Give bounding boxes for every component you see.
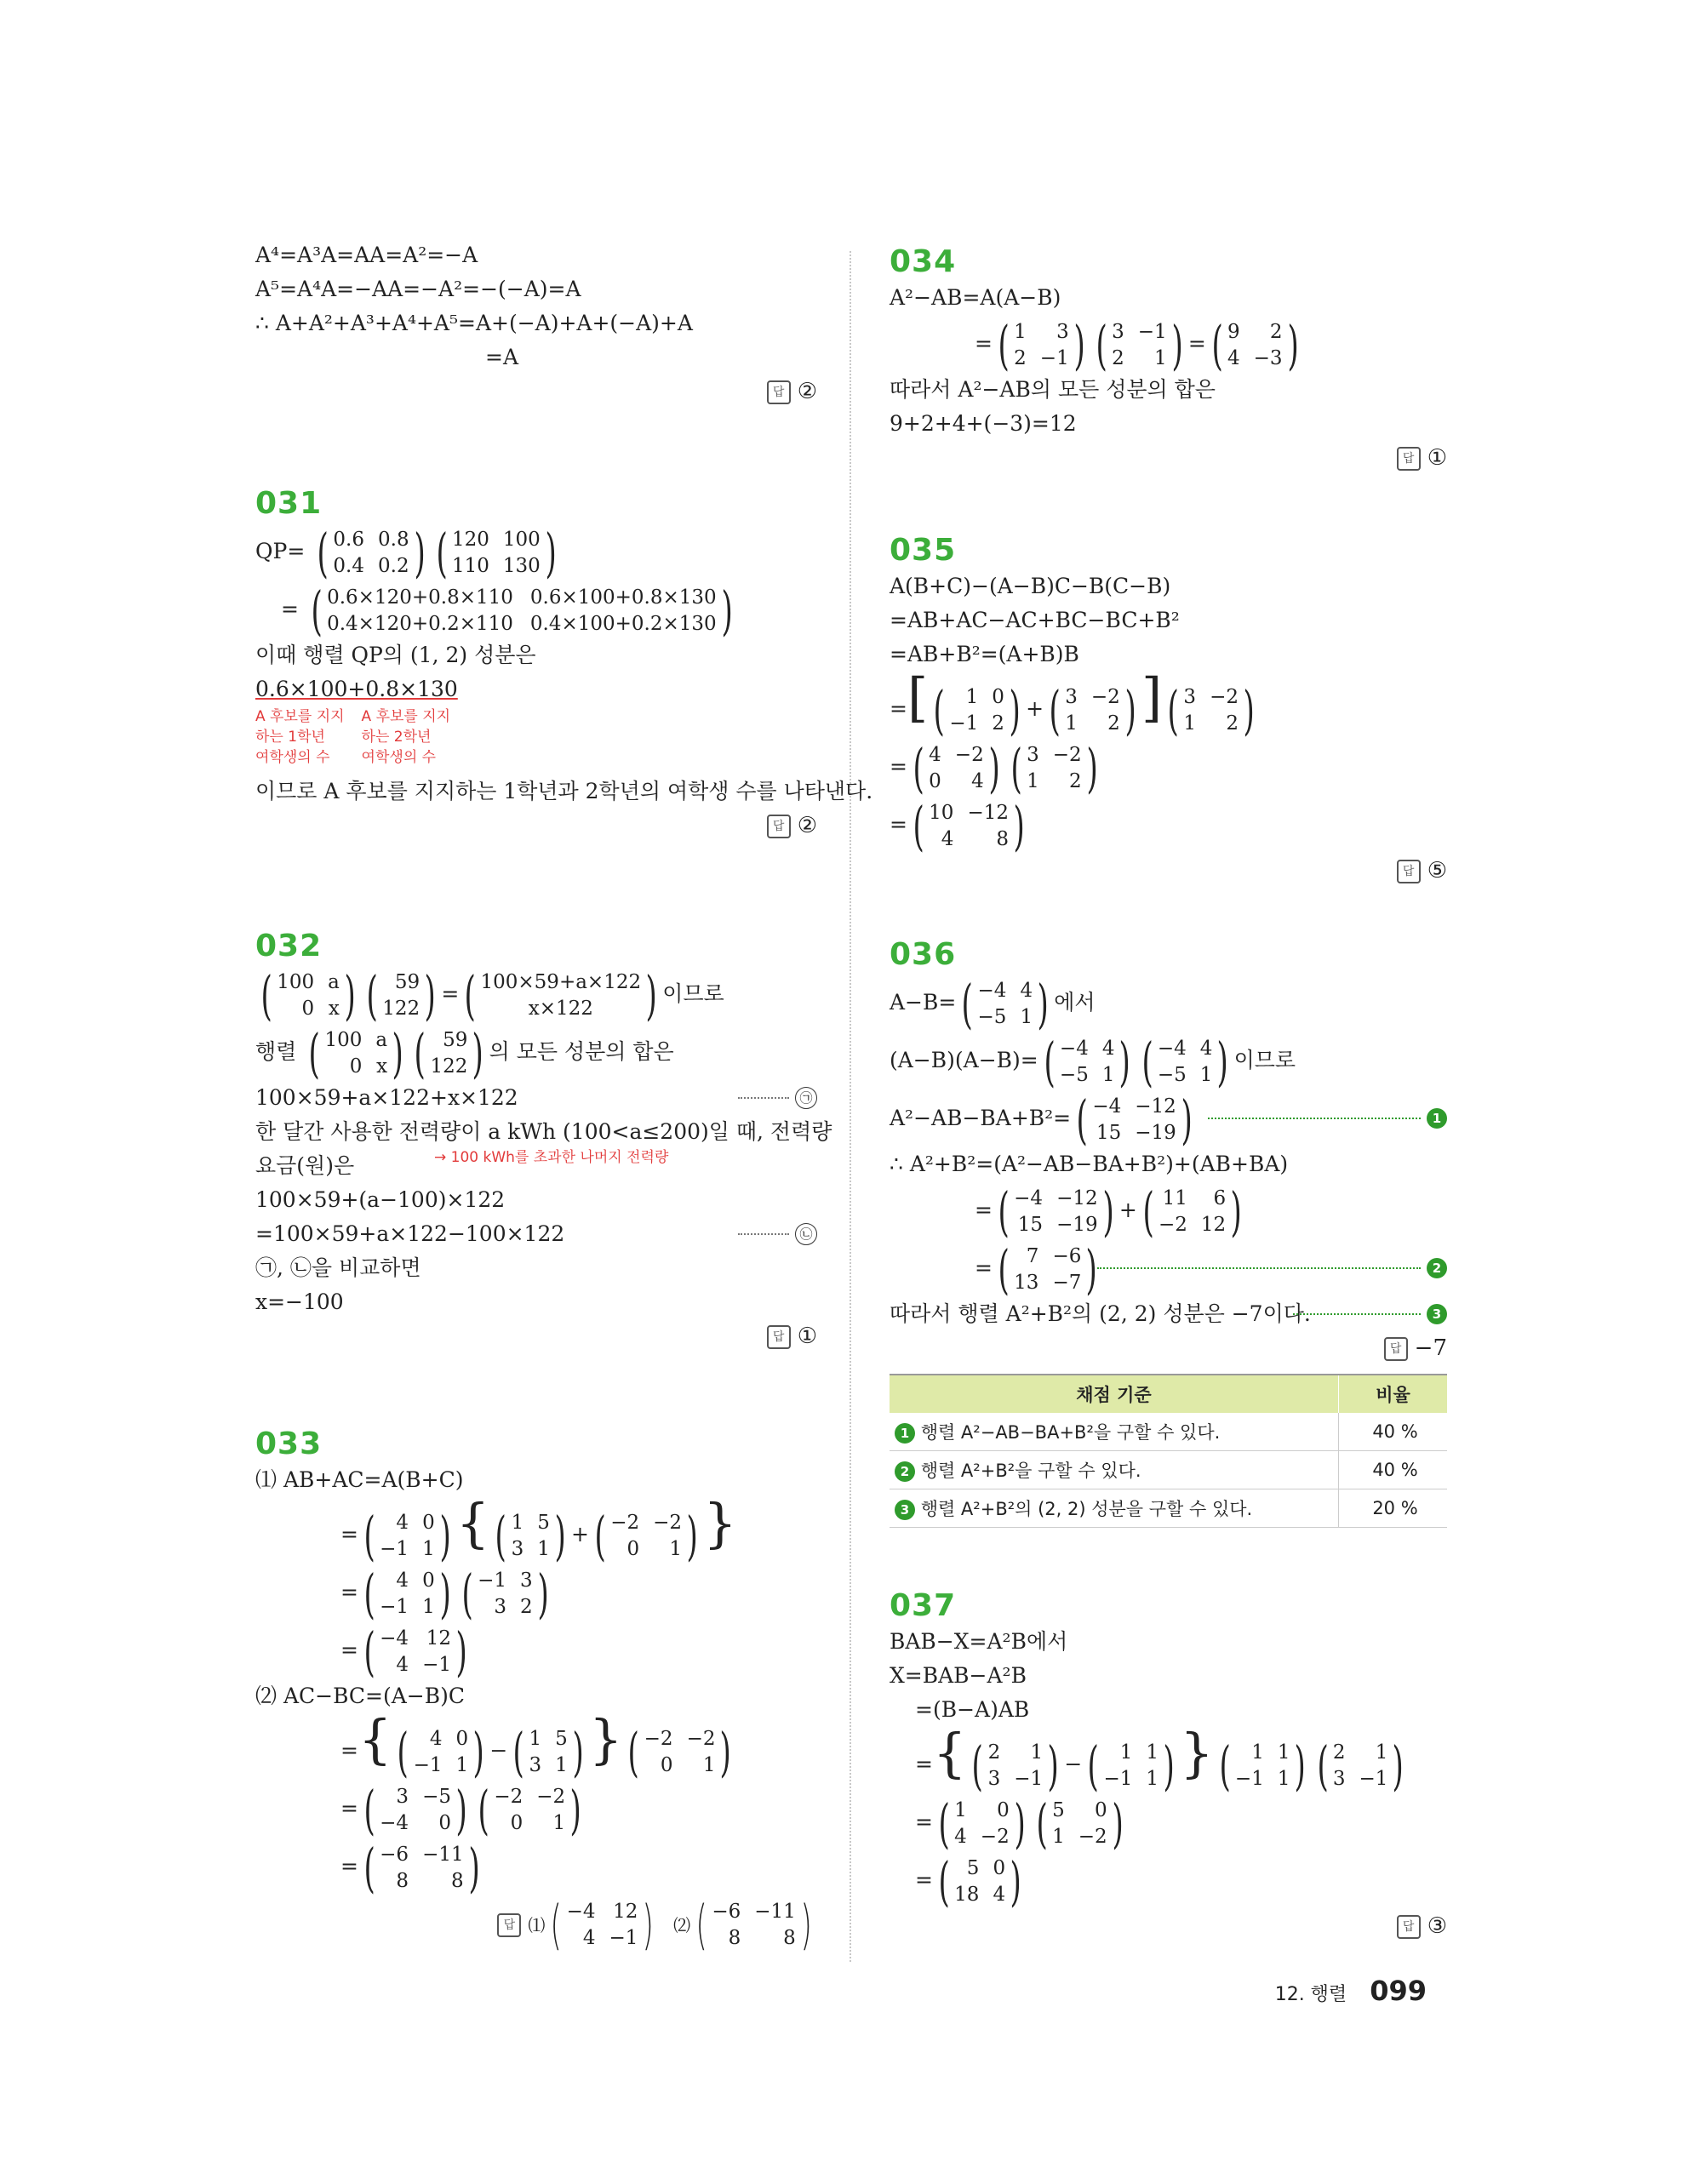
marker-tag	[738, 1081, 817, 1115]
matrix: ( 120 100 110 130 )	[436, 521, 557, 584]
answer	[255, 374, 817, 409]
matrix: ( 4 0 −1 1 )	[363, 1562, 451, 1625]
matrix-entry: 100	[502, 528, 541, 551]
eq-line: =(B−A)AB	[915, 1697, 1030, 1722]
eq-line: = ( 3 −5 −4 0 ) ( −2 −2 0 1 )	[255, 1780, 817, 1838]
matrix: ( −4 −12 15 −19 )	[998, 1180, 1114, 1243]
matrix: ( 100×59+a×122 x×122 )	[464, 963, 657, 1026]
eq-line: = ( 1 0 4 −2 ) ( 5 0 1 −2 )	[890, 1793, 1447, 1851]
answer	[255, 1895, 817, 1954]
eq-line	[255, 1217, 817, 1251]
eq-line: =A	[485, 345, 519, 369]
chapter-label: 12. 행렬	[1274, 1984, 1347, 2005]
eq-line: =AB+AC−AC+BC−BC+B²	[890, 608, 1180, 632]
matrix: ( −6 −11 8 8 )	[695, 1893, 812, 1956]
answer-label: ⑴	[528, 1915, 546, 1935]
matrix: ( 9 2 4 −3 )	[1211, 313, 1299, 376]
eq-line: = ( 1 3 2 −1 ) ( 3 −1 2 1 ) = ( 9 2 4 −3 )	[890, 315, 1447, 373]
step-icon: 1	[895, 1423, 915, 1444]
problem-037	[890, 1587, 1447, 1943]
eq-text: 100×59+a×122+x×122	[255, 1085, 518, 1110]
matrix: ( 3 −5 −4 0 )	[363, 1778, 467, 1841]
matrix-entry: 130	[502, 554, 541, 577]
problem-032	[255, 928, 832, 1353]
step-tag	[1097, 1239, 1447, 1297]
eq-line: x=−100	[255, 1289, 344, 1314]
eq-line: = ( −6 −11 8 8 )	[255, 1838, 817, 1895]
eq-line: A⁴=A³A=AA=A²=−A	[255, 243, 478, 267]
note-line: 하는 1학년	[255, 729, 325, 746]
ratio: 40 %	[1339, 1413, 1448, 1451]
matrix: ( −6 −11 8 8 )	[363, 1836, 480, 1899]
text-line: ㉠, ㉡을 비교하면	[255, 1255, 421, 1280]
answer-icon: 답	[767, 815, 791, 838]
text-line: 0.6×100+0.8×130	[255, 677, 458, 701]
matrix: ( −4 4 −5 1 )	[961, 972, 1049, 1035]
page-number: 099	[1370, 1975, 1427, 2007]
matrix: ( 1 5 3 1 )	[512, 1720, 584, 1783]
column-header: 채점 기준	[890, 1375, 1339, 1413]
eq-line: X=BAB−A²B	[890, 1663, 1027, 1688]
matrix-entry: 122	[430, 1055, 468, 1078]
matrix: ( −4 12 4 −1 )	[363, 1620, 467, 1683]
eq-line: ∴ A²+B²=(A²−AB−BA+B²)+(AB+BA)	[890, 1152, 1289, 1176]
column-divider	[850, 251, 851, 1962]
answer-icon: 답	[1397, 447, 1421, 471]
eq-text: =	[281, 597, 299, 621]
annotation-note	[362, 706, 451, 768]
matrix: ( 3 −2 1 2 )	[1010, 736, 1098, 799]
matrix-entry: a	[375, 1028, 388, 1051]
ratio: 20 %	[1339, 1489, 1448, 1528]
matrix: ( 59 122 )	[414, 1021, 484, 1084]
problem-031	[255, 485, 873, 843]
text-line: 이때 행렬 QP의 (1, 2) 성분은	[255, 643, 536, 667]
eq-line: ∴ A+A²+A³+A⁴+A⁵=A+(−A)+A+(−A)+A	[255, 311, 693, 335]
step-2-icon: 2	[1427, 1258, 1447, 1278]
matrix-entry: x	[328, 997, 340, 1020]
eq-text: 이므로	[662, 981, 724, 1006]
eq-line: = ( 10 −12 4 8 )	[890, 796, 1447, 854]
text-line: 한 달간 사용한 전력량이 a kWh (100<a≤200)일 때, 전력량	[255, 1119, 832, 1144]
eq-text: =100×59+a×122−100×122	[255, 1221, 565, 1246]
criterion: 행렬 A²+B²을 구할 수 있다.	[920, 1461, 1141, 1481]
eq-line: = ( −4 12 4 −1 )	[255, 1621, 817, 1679]
matrix-entry: 0.6×120+0.8×110	[327, 586, 513, 609]
answer-value: −7	[1414, 1335, 1447, 1361]
grading-table	[890, 1374, 1447, 1528]
matrix: ( 59 122 )	[366, 963, 436, 1026]
eq-line: A²−AB−BA+B²= ( −4 −12 15 −19 ) 1	[890, 1089, 1447, 1147]
matrix: ( 1 0 4 −2 )	[938, 1792, 1026, 1855]
eq-line: ( 100 a 0 x ) ( 59 122 ) = ( 100×59+a×122 x×122 ) 이므로	[255, 965, 817, 1023]
matrix: ( −2 −2 0 1 )	[627, 1720, 732, 1783]
ratio: 40 %	[1339, 1451, 1448, 1489]
marker-circle: ㉠	[795, 1087, 817, 1109]
answer-value: ②	[797, 813, 817, 838]
answer	[890, 1331, 1447, 1365]
eq-line: ⑵ AC−BC=(A−B)C	[255, 1684, 465, 1708]
annotation-note: → 100 kWh를 초과한 나머지 전력량	[434, 1149, 669, 1166]
answer-icon: 답	[1397, 860, 1421, 883]
table-header	[890, 1375, 1447, 1413]
matrix-entry: 0.6	[333, 528, 364, 551]
matrix: ( 2 1 3 −1 )	[1317, 1734, 1405, 1797]
answer-icon: 답	[497, 1913, 521, 1937]
page-footer	[1275, 1975, 1427, 2007]
eq-text: 행렬	[255, 1039, 297, 1064]
matrix: ( 1 1 −1 1 )	[1087, 1734, 1175, 1797]
matrix: ( 1 5 3 1 )	[495, 1504, 566, 1567]
step-icon: 3	[895, 1500, 915, 1520]
eq-line: =AB+B²=(A+B)B	[890, 642, 1079, 666]
step-tag	[1293, 1297, 1447, 1331]
eq-line: = ( 4 0 −1 1 ) ( −1 3 3 2 )	[255, 1564, 817, 1621]
problem-number: 033	[255, 1426, 323, 1461]
column-header: 비율	[1339, 1375, 1448, 1413]
note-line: A 후보를 지지	[255, 708, 345, 725]
eq-line: (A−B)(A−B)= ( −4 4 −5 1 ) ( −4 4 −5 1 ) 이므로	[890, 1030, 1296, 1093]
problem-number: 034	[890, 244, 957, 279]
matrix: ( 5 0 1 −2 )	[1036, 1792, 1124, 1855]
matrix: ( 3 −2 1 2 )	[1167, 678, 1255, 741]
note-text: 100 kWh를 초과한 나머지 전력량	[450, 1149, 669, 1166]
matrix: ( −1 3 3 2 )	[461, 1562, 549, 1625]
answer-icon: 답	[1397, 1915, 1421, 1939]
matrix: ( 0.6 0.8 0.4 0.2 )	[317, 521, 426, 584]
step-tag	[1208, 1089, 1447, 1147]
eq-text: QP=	[255, 539, 306, 563]
eq-line: A−B= ( −4 4 −5 1 ) 에서	[890, 972, 1096, 1035]
matrix: ( −4 4 −5 1 )	[1044, 1030, 1131, 1093]
answer-value: ②	[797, 379, 817, 404]
eq-line: A(B+C)−(A−B)C−B(C−B)	[890, 574, 1171, 598]
matrix: ( 2 1 3 −1 )	[971, 1734, 1059, 1797]
eq-line: = ( 4 −2 0 4 ) ( 3 −2 1 2 )	[890, 738, 1447, 796]
note-line: A 후보를 지지	[361, 708, 451, 725]
eq-line: A²−AB=A(A−B)	[890, 285, 1061, 310]
eq-line: ={ ( 2 1 3 −1 ) − ( 1 1 −1 1 ) } ( 1 1 −1 1 ) ( 2 1 3 −1 )	[890, 1727, 1447, 1793]
matrix: ( 1 1 −1 1 )	[1219, 1734, 1307, 1797]
answer-value: ⑤	[1427, 858, 1447, 883]
answer-label: ⑵	[673, 1915, 691, 1935]
answer	[890, 854, 1447, 888]
text-line: 이므로 A 후보를 지지하는 1학년과 2학년의 여학생 수를 나타낸다.	[255, 779, 873, 803]
problem-034	[890, 243, 1447, 475]
matrix-entry: 120	[451, 528, 489, 551]
note-line: 여학생의 수	[361, 749, 437, 766]
eq-line: 100×59+(a−100)×122	[255, 1187, 506, 1212]
note-line: 하는 2학년	[361, 729, 432, 746]
table-row	[890, 1489, 1447, 1528]
matrix-entry: 0	[301, 997, 315, 1020]
answer-value: ③	[1427, 1913, 1447, 1939]
eq-text: 의 모든 성분의 합은	[489, 1039, 674, 1064]
problem-035	[890, 532, 1447, 888]
text-line: 따라서 A²−AB의 모든 성분의 합은	[890, 377, 1216, 402]
matrix-entry: 59	[394, 970, 420, 993]
matrix: ( −2 −2 0 1 )	[594, 1504, 698, 1567]
matrix-entry: 0	[349, 1055, 363, 1078]
matrix: ( 7 −6 13 −7 )	[998, 1238, 1098, 1301]
matrix: ( 10 −12 4 8 )	[913, 794, 1025, 857]
matrix-entry: 0.4×100+0.2×130	[529, 612, 717, 635]
eq-line	[255, 521, 817, 584]
marker-tag	[738, 1217, 817, 1251]
problem-number: 035	[890, 533, 957, 568]
note-line: 여학생의 수	[255, 749, 330, 766]
eq-line: A⁵=A⁴A=−AA=−A²=−(−A)=A	[255, 277, 581, 301]
matrix: ( 11 6 −2 12 )	[1142, 1180, 1242, 1243]
matrix: ( 3 −1 2 1 )	[1096, 313, 1183, 376]
eq-line: 9+2+4+(−3)=12	[890, 411, 1077, 436]
table-row	[890, 1413, 1447, 1451]
problem-number: 037	[890, 1588, 957, 1623]
matrix: ( 1 0 −1 2 )	[933, 678, 1021, 741]
matrix: ( 4 0 −1 1 )	[397, 1720, 484, 1783]
matrix-entry: 0.8	[378, 528, 409, 551]
matrix-entry: x×122	[528, 997, 593, 1020]
answer-value: ①	[797, 1324, 817, 1349]
matrix-entry: 122	[382, 997, 420, 1020]
text-line: 따라서 행렬 A²+B²의 (2, 2) 성분은 −7이다. 3	[890, 1297, 1447, 1331]
eq-line: ⑴ AB+AC=A(B+C)	[255, 1467, 464, 1492]
matrix-entry: a	[328, 970, 340, 993]
annotation-notes	[255, 706, 817, 768]
answer-icon: 답	[767, 1325, 791, 1349]
matrix-entry: x	[376, 1055, 388, 1078]
eq-line: = ( 4 0 −1 1 ) { ( 1 5 3 1 ) + ( −2 −2 0 1 ) }	[340, 1492, 737, 1567]
matrix: ( 0.6×120+0.8×110 0.6×100+0.8×130 0.4×120+0.2×110 0.4×100+0.2×130 )	[311, 579, 733, 642]
answer-icon: 답	[767, 380, 791, 404]
matrix-entry: 0.6×100+0.8×130	[529, 586, 717, 609]
step-1-icon: 1	[1427, 1108, 1447, 1129]
answer-icon: 답	[1384, 1337, 1408, 1361]
matrix-entry: 0.4×120+0.2×110	[327, 612, 513, 635]
annotation-note	[255, 706, 345, 768]
problem-number: 032	[255, 929, 323, 963]
matrix: ( −4 12 4 −1 )	[550, 1893, 655, 1956]
problem-036	[890, 936, 1447, 1528]
matrix: ( −2 −2 0 1 )	[478, 1778, 581, 1841]
matrix-entry: 0.2	[378, 554, 409, 577]
matrix: ( 4 −2 0 4 )	[913, 736, 1000, 799]
eq-line	[255, 1081, 817, 1115]
matrix-entry: 110	[451, 554, 489, 577]
table-row	[890, 1451, 1447, 1489]
text-span: 요금(원)은	[255, 1153, 355, 1178]
matrix: ( −4 4 −5 1 )	[1141, 1030, 1229, 1093]
matrix-entry: 100	[277, 970, 315, 993]
step-3-icon: 3	[1427, 1304, 1447, 1324]
answer	[255, 1319, 817, 1353]
eq-line: BAB−X=A²B에서	[890, 1629, 1068, 1654]
matrix: ( 3 −2 1 2 )	[1049, 678, 1136, 741]
problem-number: 036	[890, 937, 957, 972]
criterion: 행렬 A²−AB−BA+B²을 구할 수 있다.	[920, 1422, 1221, 1443]
continued-solution	[255, 238, 817, 409]
eq-line: = ( 5 0 18 4 )	[890, 1851, 1447, 1909]
eq-line	[255, 579, 817, 642]
eq-line	[255, 1021, 817, 1084]
matrix: ( 1 3 2 −1 )	[998, 313, 1085, 376]
eq-line: =[ ( 1 0 −1 2 ) + ( 3 −2 1 2 ) ] ( 3 −2 1 2 )	[890, 672, 1447, 738]
answer	[255, 809, 817, 843]
answer	[890, 441, 1447, 475]
matrix: ( 100 a 0 x )	[260, 963, 356, 1026]
problem-number: 031	[255, 486, 323, 521]
matrix: ( 4 0 −1 1 )	[363, 1504, 451, 1567]
answer	[890, 1909, 1447, 1943]
matrix-entry: 100	[324, 1028, 363, 1051]
eq-line: = ( 7 −6 13 −7 ) 2	[890, 1239, 1447, 1297]
matrix: ( 100 a 0 x )	[308, 1021, 403, 1084]
answer-value: ①	[1427, 445, 1447, 471]
matrix-entry: 100×59+a×122	[480, 970, 642, 993]
marker-circle: ㉡	[795, 1223, 817, 1245]
matrix: ( 5 0 18 4 )	[938, 1850, 1021, 1912]
matrix-entry: 0.4	[333, 554, 364, 577]
criterion: 행렬 A²+B²의 (2, 2) 성분을 구할 수 있다.	[920, 1499, 1253, 1519]
eq-line: ={ ( 4 0 −1 1 ) − ( 1 5 3 1 ) } ( −2 −2 0 1 )	[255, 1713, 817, 1780]
step-icon: 2	[895, 1461, 915, 1482]
text-line	[255, 1149, 817, 1183]
matrix: ( −4 −12 15 −19 )	[1076, 1088, 1193, 1151]
problem-033	[255, 1426, 817, 1954]
matrix-entry: 59	[443, 1028, 468, 1051]
eq-line: = ( −4 −12 15 −19 ) + ( 11 6 −2 12 )	[890, 1181, 1447, 1239]
